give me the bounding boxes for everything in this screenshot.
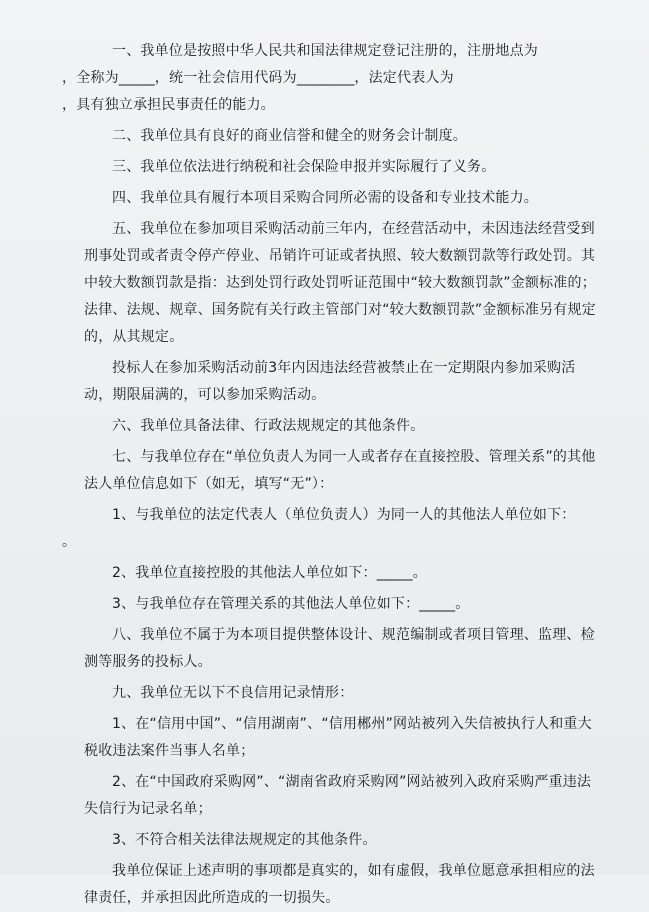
clause-3: 三、我单位依法进行纳税和社会保险申报并实际履行了义务。: [112, 159, 496, 175]
clause-7-item-3: 3、与我单位存在管理关系的其他法人单位如下：_____。: [112, 596, 470, 612]
clause-9-item-1: 1、在“信用中国”、“信用湖南”、“信用郴州”网站被列入失信被执行人和重大税收违法案件当事人名单；: [84, 716, 592, 759]
clause-6: 六、我单位具备法律、行政法规规定的其他条件。: [112, 418, 425, 434]
clause-9-item-2: 2、在“中国政府采购网”、“湖南省政府采购网”网站被列入政府采购严重违法失信行为记录名单；: [84, 774, 592, 817]
clause-2: 二、我单位具有良好的商业信誉和健全的财务会计制度。: [112, 128, 467, 144]
clause-5: 五、我单位在参加项目采购活动前三年内，在经营活动中，未因违法经营受到刑事处罚或者责令停产停业、吊销许可证或者执照、较大数额罚款等行政处罚。其中较大数额罚款是指：达到处罚行政处罚听证范围中“较大数额罚款”金额标准的；法律、法规、规章、国务院有关行政主管部门对“较大数额罚款”金额标准另有规定的，从其规定。: [84, 221, 596, 345]
clause-9-item-3: 3、不符合相关法律法规规定的其他条件。: [112, 832, 377, 848]
clause-9: 九、我单位无以下不良信用记录情形：: [112, 685, 354, 701]
clause-1-line-3: ，具有独立承担民事责任的能力。: [62, 97, 275, 113]
bidder-note: 投标人在参加采购活动前3年内因违法经营被禁止在一定期限内参加采购活动，期限届满的，可以参加采购活动。: [84, 360, 576, 403]
clause-7-item-1-end: 。: [62, 534, 77, 550]
clause-7-item-1: 1、与我单位的法定代表人（单位负责人）为同一人的其他法人单位如下：: [112, 507, 576, 523]
guarantee-statement: 我单位保证上述声明的事项都是真实的，如有虚假，我单位愿意承担相应的法律责任，并承担因此所造成的一切损失。: [84, 863, 595, 906]
clause-7: 七、与我单位存在“单位负责人为同一人或者存在直接控股、管理关系”的其他法人单位信息如下（如无，填写“无”）：: [84, 449, 596, 492]
clause-1-line-1: 一、我单位是按照中华人民共和国法律规定登记注册的，注册地点为: [112, 43, 538, 59]
clause-7-item-2: 2、我单位直接控股的其他法人单位如下：_____。: [112, 565, 427, 581]
clause-1-line-2: ，全称为_____，统一社会信用代码为________，法定代表人为: [62, 70, 454, 86]
clause-4: 四、我单位具有履行本项目采购合同所必需的设备和专业技术能力。: [112, 190, 538, 206]
clause-8: 八、我单位不属于为本项目提供整体设计、规范编制或者项目管理、监理、检测等服务的投标人。: [84, 627, 595, 670]
